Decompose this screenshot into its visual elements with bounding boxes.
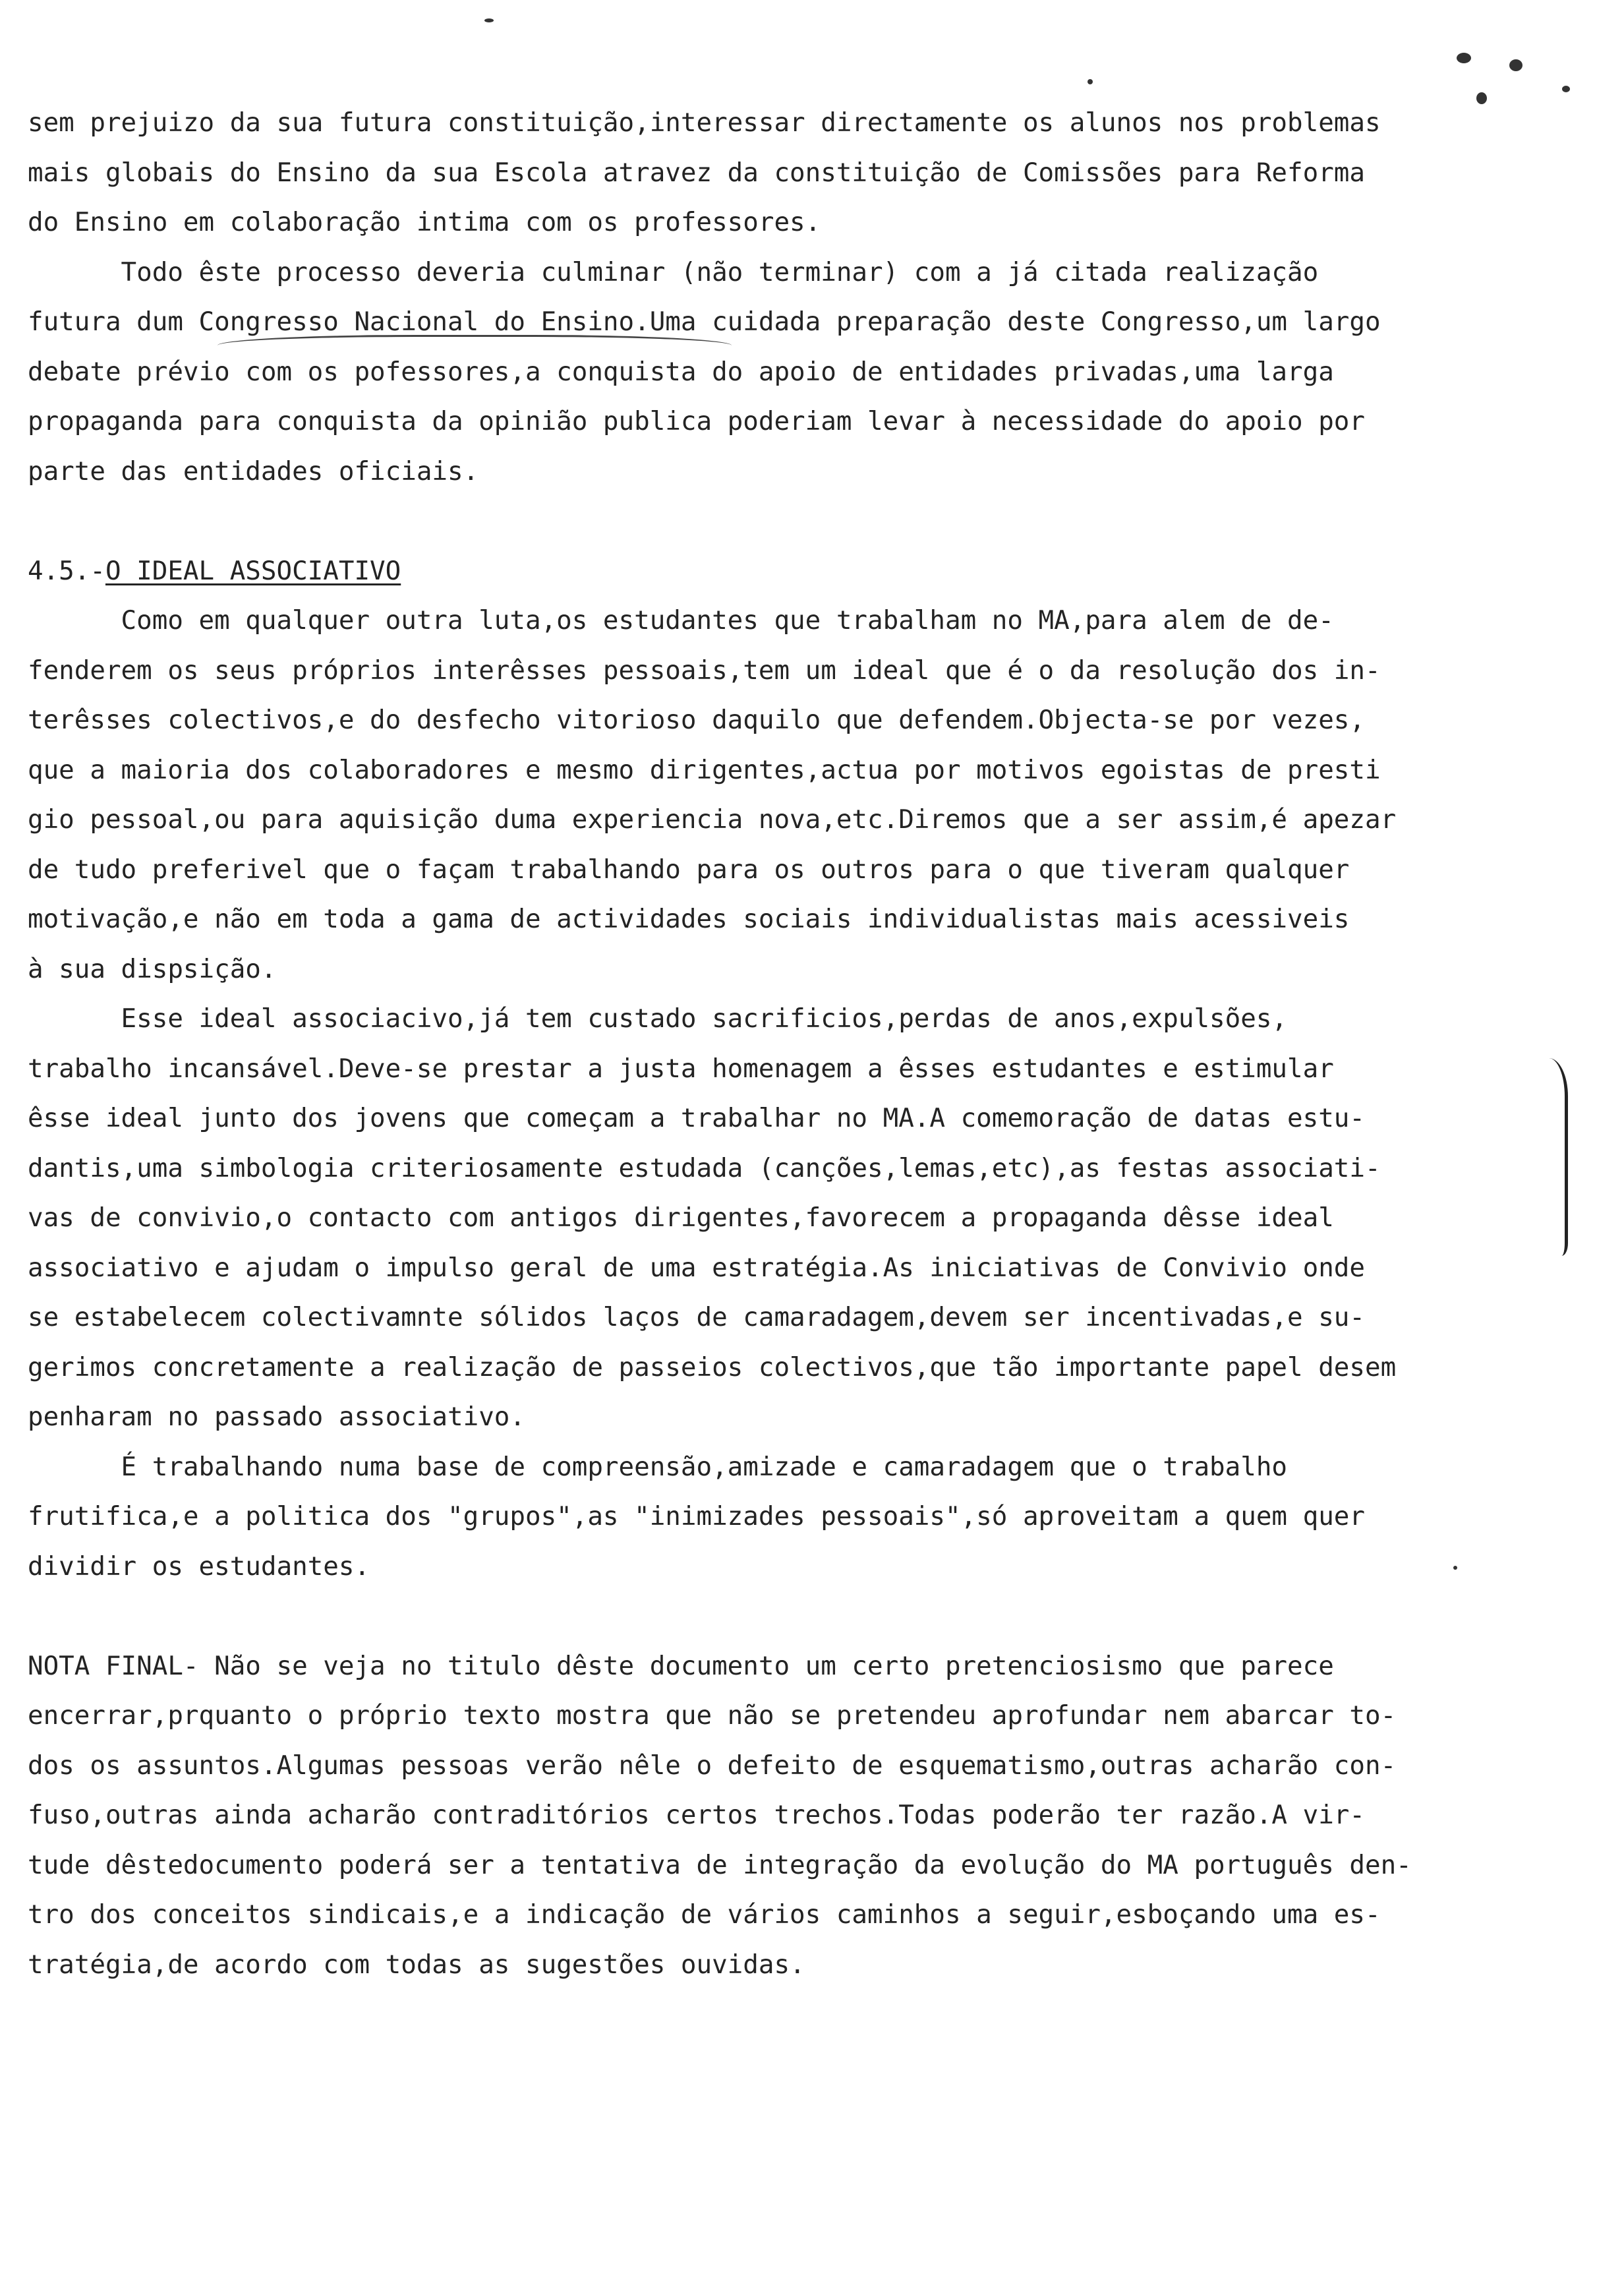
text-line: frutifica,e a politica dos "grupos",as "inimizades pessoais",só aproveitam a quem quer xyxy=(28,1502,1365,1531)
nota-final-line: tro dos conceitos sindicais,e a indicação de vários caminhos a seguir,esboçando uma es- xyxy=(28,1900,1381,1930)
text-line: dividir os estudantes. xyxy=(28,1551,370,1582)
document-body xyxy=(28,98,1596,1990)
ink-speck xyxy=(1509,59,1522,71)
blank-line xyxy=(28,1591,1596,1642)
nota-final-line: dos os assuntos.Algumas pessoas verão nêle o defeito de esquematismo,outras acharão con- xyxy=(28,1750,1397,1781)
text-line: futura dum Congresso Nacional do Ensino.Uma cuidada preparação deste Congresso,um largo xyxy=(28,307,1381,337)
ink-speck xyxy=(1088,79,1093,84)
nota-final-line: encerrar,prquanto o próprio texto mostra que não se pretendeu aprofundar nem abarcar to- xyxy=(28,1701,1397,1731)
section-number: 4.5.- xyxy=(28,556,105,586)
text-line: parte das entidades oficiais. xyxy=(28,456,479,487)
text-line: É trabalhando numa base de compreensão,amizade e camaradagem que o trabalho xyxy=(28,1452,1288,1482)
text-line: fenderem os seus próprios interêsses pessoais,tem um ideal que é o da resolução dos in- xyxy=(28,655,1381,686)
nota-final-line: tude dêstedocumento poderá ser a tentativa de integração da evolução do MA português den- xyxy=(28,1850,1412,1880)
text-line: sem prejuizo da sua futura constituição,interessar directamente os alunos nos problemas xyxy=(28,108,1381,138)
text-line: gerimos concretamente a realização de passeios colectivos,que tão importante papel desem xyxy=(28,1352,1397,1382)
text-line: mais globais do Ensino da sua Escola atravez da constituição de Comissões para Reforma xyxy=(28,158,1365,188)
text-line: terêsses colectivos,e do desfecho vitorioso daquilo que defendem.Objecta-se por vezes, xyxy=(28,705,1365,735)
nota-final-line: NOTA FINAL- Não se veja no titulo dêste documento um certo pretenciosismo que parece xyxy=(28,1651,1334,1681)
text-line: êsse ideal junto dos jovens que começam a trabalhar no MA.A comemoração de datas estu- xyxy=(28,1104,1365,1133)
ink-speck xyxy=(484,18,494,22)
ink-speck xyxy=(1562,86,1570,92)
text-line: trabalho incansável.Deve-se prestar a justa homenagem a êsses estudantes e estimular xyxy=(28,1054,1334,1084)
nota-final-line: fuso,outras ainda acharão contraditórios certos trechos.Todas poderão ter razão.A vir- xyxy=(28,1800,1365,1830)
ink-speck xyxy=(1457,53,1471,63)
text-line: motivação,e não em toda a gama de actividades sociais individualistas mais acessiveis xyxy=(28,905,1350,934)
text-line: Esse ideal associacivo,já tem custado sacrificios,perdas de anos,expulsões, xyxy=(28,1004,1288,1034)
text-line: vas de convivio,o contacto com antigos dirigentes,favorecem a propaganda dêsse ideal xyxy=(28,1203,1334,1233)
text-line: dantis,uma simbologia criteriosamente estudada (canções,lemas,etc),as festas associati- xyxy=(28,1153,1381,1183)
section-title: O IDEAL ASSOCIATIVO xyxy=(105,556,401,586)
section-heading xyxy=(28,547,1596,597)
text-line: de tudo preferivel que o façam trabalhando para os outros para o que tiveram qualquer xyxy=(28,854,1350,885)
text-line: associativo e ajudam o impulso geral de uma estratégia.As iniciativas de Convivio onde xyxy=(28,1253,1365,1283)
text-line: se estabelecem colectivamnte sólidos laços de camaradagem,devem ser incentivadas,e su- xyxy=(28,1303,1365,1332)
text-line: debate prévio com os pofessores,a conquista do apoio de entidades privadas,uma larga xyxy=(28,357,1334,387)
text-line: do Ensino em colaboração intima com os professores. xyxy=(28,208,821,237)
text-line: Todo êste processo deveria culminar (não terminar) com a já citada realização xyxy=(28,257,1319,287)
text-line: Como em qualquer outra luta,os estudantes que trabalham no MA,para alem de de- xyxy=(28,606,1334,636)
text-line: propaganda para conquista da opinião publica poderiam levar à necessidade do apoio por xyxy=(28,407,1365,436)
nota-final-line: tratégia,de acordo com todas as sugestões ouvidas. xyxy=(28,1949,805,1980)
text-line: gio pessoal,ou para aquisição duma experiencia nova,etc.Diremos que a ser assim,é apezar xyxy=(28,805,1397,835)
text-line: que a maioria dos colaboradores e mesmo dirigentes,actua por motivos egoistas de presti xyxy=(28,755,1381,785)
blank-line xyxy=(28,496,1596,547)
text-line: à sua dispsição. xyxy=(28,954,277,984)
text-line: penharam no passado associativo. xyxy=(28,1402,525,1432)
